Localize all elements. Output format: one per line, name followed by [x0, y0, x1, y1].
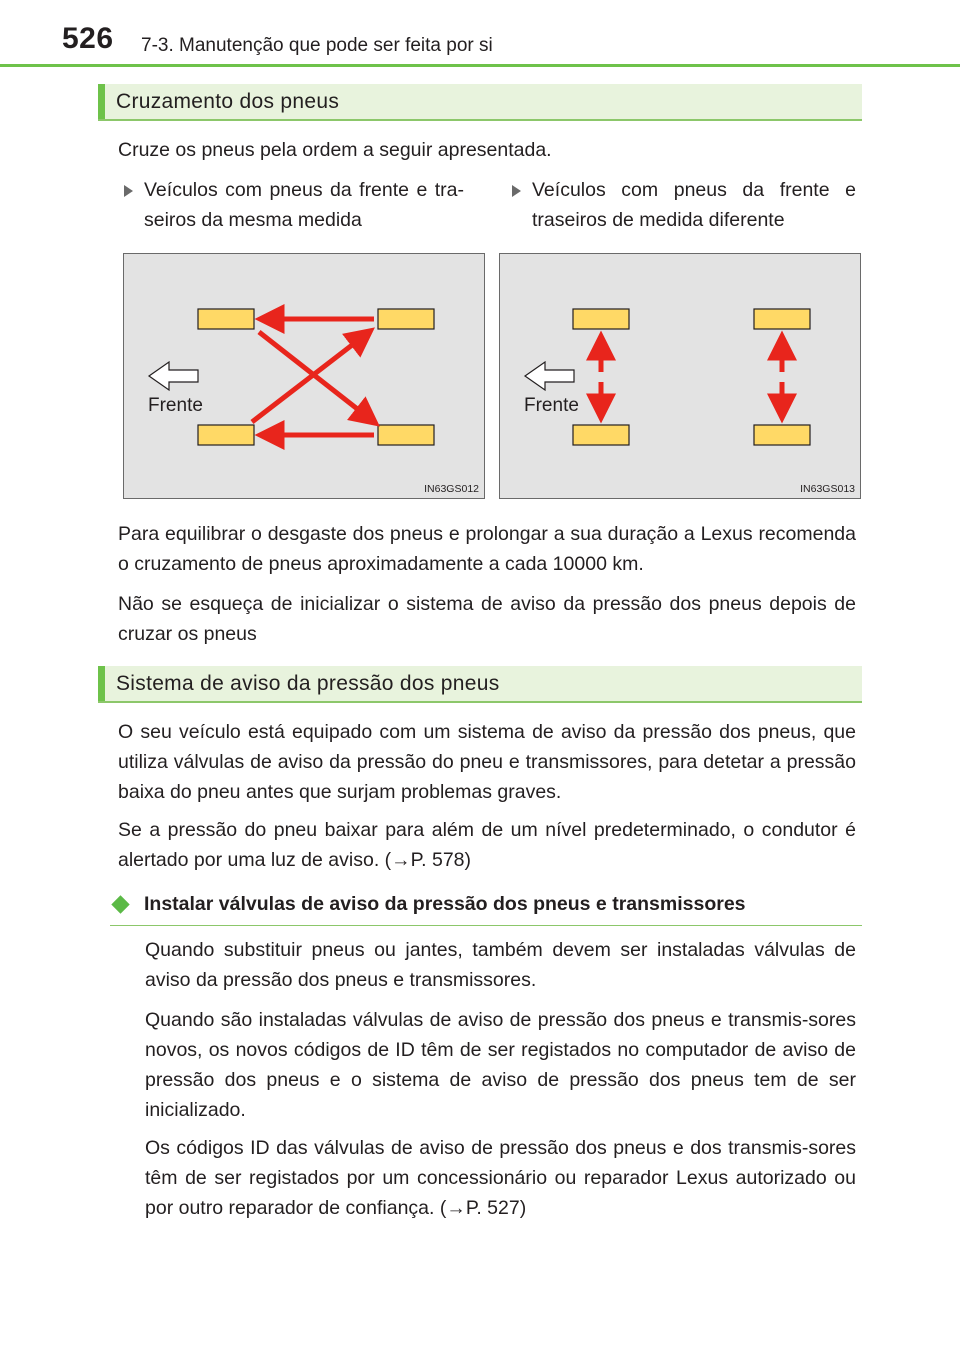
figure-code: IN63GS012	[424, 483, 479, 495]
tire-front-left	[573, 309, 629, 329]
bullet-text: Veículos com pneus da frente e tra-seiros da mesma medida	[144, 179, 464, 231]
tire-rear-right	[754, 425, 810, 445]
front-direction-arrow-icon	[149, 362, 198, 390]
subheading-install-valves	[110, 893, 862, 926]
section-title: Sistema de aviso da pressão dos pneus	[116, 672, 500, 695]
install-text-2: Quando são instaladas válvulas de aviso de pressão dos pneus e transmis-sores novos, os novos códigos de ID têm de ser registados no computador de aviso de pressão dos pneus e o sistema de aviso de pressão dos pneus tem de ser inicializado.	[145, 1009, 856, 1121]
bullet-different-size	[506, 175, 856, 235]
install-text-3: Os códigos ID das válvulas de aviso de pressão dos pneus e dos transmis-sores têm de ser registados por um concessionário ou reparador Lexus autorizado ou por outro reparador de confiança. (→P. 527)	[145, 1137, 856, 1219]
bullet-text: Veículos com pneus da frente e traseiros de medida diferente	[532, 179, 856, 231]
tire-front-right	[754, 309, 810, 329]
section-header-tire-rotation	[98, 84, 862, 121]
diamond-bullet-icon	[111, 895, 129, 913]
tire-rear-left	[573, 425, 629, 445]
bullet-triangle-icon	[124, 185, 133, 197]
tire-front-left	[198, 309, 254, 329]
page-number: 526	[62, 22, 114, 55]
reset-reminder-text: Não se esqueça de inicializar o sistema de aviso da pressão dos pneus depois de cruzar os pneus	[118, 593, 856, 645]
tpms-warning-text: Se a pressão do pneu baixar para além de um nível predeterminado, o condutor é alertado por uma luz de aviso. (→P. 578)	[118, 819, 856, 871]
section-title: Cruzamento dos pneus	[116, 90, 340, 113]
rotation-arrow	[259, 332, 374, 422]
section-header-tpms	[98, 666, 862, 703]
bullet-triangle-icon	[512, 185, 521, 197]
tpms-description-text: O seu veículo está equipado com um sistema de aviso da pressão dos pneus, que utiliza válvulas de aviso da pressão do pneu e transmissores, para detetar a pressão baixa do pneu antes que surjam problemas graves.	[118, 721, 856, 803]
front-label: Frente	[524, 395, 579, 416]
header-rule	[0, 64, 960, 67]
tire-rear-right	[378, 425, 434, 445]
intro-text: Cruze os pneus pela ordem a seguir apresentada.	[118, 139, 552, 161]
front-label: Frente	[148, 395, 203, 416]
figure-cross-rotation	[123, 253, 485, 499]
tire-front-right	[378, 309, 434, 329]
straight-rotation-diagram	[500, 254, 862, 500]
rotation-arrow	[252, 332, 369, 422]
figure-straight-rotation	[499, 253, 861, 499]
subheading-text: Instalar válvulas de aviso da pressão dos pneus e transmissores	[144, 893, 746, 915]
figure-code: IN63GS013	[800, 483, 855, 495]
tire-rear-left	[198, 425, 254, 445]
install-text-1: Quando substituir pneus ou jantes, também devem ser instaladas válvulas de aviso da pressão dos pneus e transmissores.	[145, 939, 856, 991]
chapter-title: 7-3. Manutenção que pode ser feita por si	[141, 35, 493, 56]
section-accent	[98, 666, 105, 701]
rotation-recommendation-text: Para equilibrar o desgaste dos pneus e prolongar a sua duração a Lexus recomenda o cruzamento de pneus aproximadamente a cada 10000 km.	[118, 523, 856, 575]
bullet-same-size	[118, 175, 464, 235]
cross-rotation-diagram	[124, 254, 486, 500]
section-accent	[98, 84, 105, 119]
front-direction-arrow-icon	[525, 362, 574, 390]
